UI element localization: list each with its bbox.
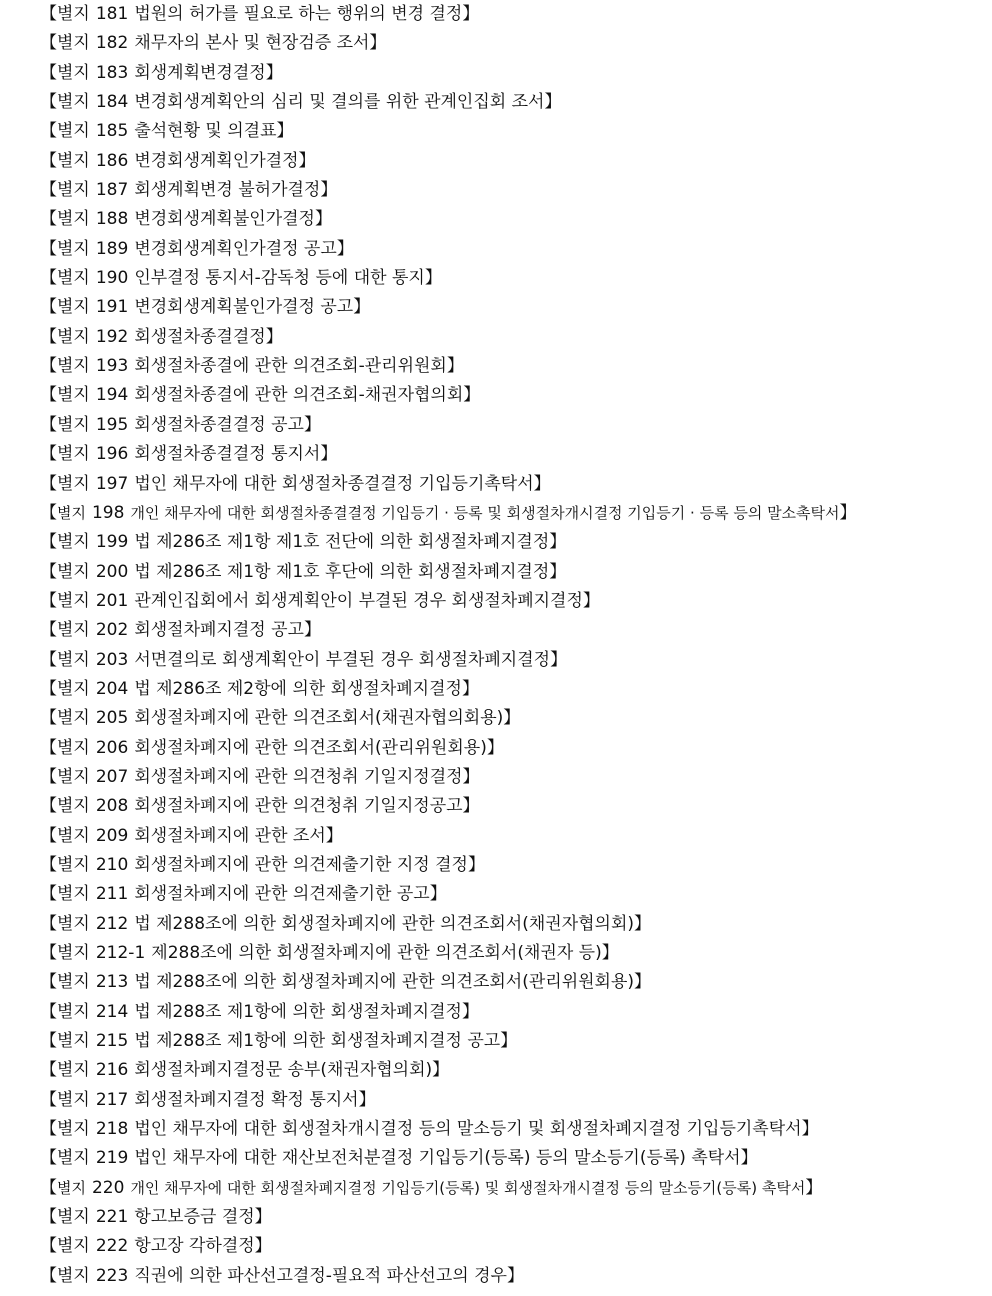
form-label: 별지 bbox=[57, 561, 90, 582]
close-bracket: 】 bbox=[254, 1236, 272, 1257]
form-title: 법 제288조에 의한 회생절차폐지에 관한 의견조회서(관리위원회용) bbox=[134, 972, 635, 993]
open-bracket: 【 bbox=[40, 1207, 57, 1228]
form-number: 197 bbox=[95, 473, 129, 494]
form-list-item bbox=[40, 1086, 985, 1115]
close-bracket: 】 bbox=[369, 33, 387, 54]
form-label: 별지 bbox=[57, 884, 90, 905]
form-title: 변경회생계획인가결정 bbox=[134, 150, 299, 171]
form-list-item bbox=[40, 176, 985, 205]
form-number: 182 bbox=[95, 33, 129, 54]
close-bracket: 】 bbox=[276, 121, 294, 142]
form-title: 변경회생계획안의 심리 및 결의를 위한 관계인집회 조서 bbox=[134, 92, 545, 113]
open-bracket: 【 bbox=[40, 884, 57, 905]
close-bracket: 】 bbox=[463, 385, 481, 406]
form-number: 215 bbox=[95, 1031, 129, 1052]
form-number: 190 bbox=[95, 268, 129, 289]
open-bracket: 【 bbox=[40, 33, 57, 54]
form-title: 회생절차종결에 관한 의견조회-채권자협의회 bbox=[134, 385, 464, 406]
close-bracket: 】 bbox=[461, 1001, 479, 1022]
form-list-item bbox=[40, 147, 985, 176]
form-list-item bbox=[40, 0, 985, 29]
form-list-item bbox=[40, 323, 985, 352]
form-number: 198 bbox=[91, 502, 125, 523]
open-bracket: 【 bbox=[40, 796, 57, 817]
close-bracket: 】 bbox=[839, 502, 857, 523]
open-bracket: 【 bbox=[40, 708, 57, 729]
form-list-item bbox=[40, 1174, 985, 1203]
form-label: 별지 bbox=[57, 649, 90, 670]
form-list-item bbox=[40, 1027, 985, 1056]
form-number: 210 bbox=[95, 854, 129, 875]
open-bracket: 【 bbox=[40, 1119, 57, 1140]
open-bracket: 【 bbox=[40, 297, 57, 318]
open-bracket: 【 bbox=[40, 62, 57, 83]
form-list-item bbox=[40, 499, 985, 528]
form-title: 법 제288조 제1항에 의한 회생절차폐지결정 bbox=[134, 1001, 462, 1022]
close-bracket: 】 bbox=[446, 356, 464, 377]
form-number: 193 bbox=[95, 356, 129, 377]
form-list-item bbox=[40, 88, 985, 117]
form-label: 별지 bbox=[57, 1207, 90, 1228]
form-number: 202 bbox=[95, 620, 129, 641]
form-label: 별지 bbox=[57, 678, 90, 699]
form-title: 출석현황 및 의결표 bbox=[134, 121, 277, 142]
form-number: 221 bbox=[95, 1207, 129, 1228]
form-title: 회생절차폐지에 관한 의견조회서(관리위원회용) bbox=[134, 737, 487, 758]
form-title: 회생절차종결결정 통지서 bbox=[134, 444, 321, 465]
form-list-item bbox=[40, 293, 985, 322]
open-bracket: 【 bbox=[40, 649, 57, 670]
close-bracket: 】 bbox=[467, 854, 485, 875]
open-bracket: 【 bbox=[40, 1265, 57, 1286]
close-bracket: 】 bbox=[533, 473, 551, 494]
form-label: 별지 bbox=[57, 1265, 90, 1286]
form-title: 채무자의 본사 및 현장검증 조서 bbox=[134, 33, 370, 54]
form-label: 별지 bbox=[57, 1089, 90, 1110]
form-number: 220 bbox=[91, 1177, 125, 1198]
form-label: 별지 bbox=[57, 1060, 90, 1081]
form-number: 218 bbox=[95, 1119, 129, 1140]
form-label: 별지 bbox=[57, 913, 90, 934]
open-bracket: 【 bbox=[40, 121, 57, 142]
form-label: 별지 bbox=[57, 238, 90, 259]
form-number: 192 bbox=[95, 326, 129, 347]
form-title: 회생절차폐지에 관한 의견청취 기일지정공고 bbox=[134, 796, 463, 817]
form-label: 별지 bbox=[57, 150, 90, 171]
close-bracket: 】 bbox=[506, 1265, 524, 1286]
form-number: 216 bbox=[95, 1060, 129, 1081]
form-title: 항고보증금 결정 bbox=[134, 1207, 255, 1228]
form-label: 별지 bbox=[57, 209, 90, 230]
form-number: 186 bbox=[95, 150, 129, 171]
close-bracket: 】 bbox=[265, 326, 283, 347]
open-bracket: 【 bbox=[40, 825, 57, 846]
form-number: 196 bbox=[95, 444, 129, 465]
form-label: 별지 bbox=[57, 1119, 90, 1140]
form-number: 219 bbox=[95, 1148, 129, 1169]
appendix-form-list bbox=[40, 0, 985, 1291]
form-list-item bbox=[40, 704, 985, 733]
form-list-item bbox=[40, 29, 985, 58]
form-list-item bbox=[40, 1144, 985, 1173]
form-title: 회생절차폐지에 관한 의견제출기한 지정 결정 bbox=[134, 854, 468, 875]
form-list-item bbox=[40, 880, 985, 909]
form-label: 별지 bbox=[57, 708, 90, 729]
form-label: 별지 bbox=[57, 1178, 86, 1197]
close-bracket: 】 bbox=[303, 620, 321, 641]
form-title: 관계인집회에서 회생계획안이 부결된 경우 회생절차폐지결정 bbox=[134, 590, 583, 611]
close-bracket: 】 bbox=[298, 150, 316, 171]
open-bracket: 【 bbox=[40, 1236, 57, 1257]
form-title: 변경회생계획불인가결정 bbox=[134, 209, 315, 230]
close-bracket: 】 bbox=[320, 180, 338, 201]
form-number: 181 bbox=[95, 4, 129, 24]
form-title: 변경회생계획불인가결정 공고 bbox=[134, 297, 354, 318]
form-title: 직권에 의한 파산선고결정-필요적 파산선고의 경우 bbox=[134, 1265, 507, 1286]
form-list-item bbox=[40, 117, 985, 146]
form-list-item bbox=[40, 1232, 985, 1261]
form-list-item bbox=[40, 587, 985, 616]
open-bracket: 【 bbox=[40, 854, 57, 875]
close-bracket: 】 bbox=[601, 943, 619, 963]
open-bracket: 【 bbox=[40, 268, 57, 289]
form-number: 203 bbox=[95, 649, 129, 670]
form-label: 별지 bbox=[57, 473, 90, 494]
form-title: 법인 채무자에 대한 회생절차종결결정 기입등기촉탁서 bbox=[134, 473, 534, 494]
open-bracket: 【 bbox=[40, 590, 57, 611]
form-label: 별지 bbox=[57, 796, 90, 817]
form-list-item bbox=[40, 968, 985, 997]
open-bracket: 【 bbox=[40, 209, 57, 230]
open-bracket: 【 bbox=[40, 1001, 57, 1022]
close-bracket: 】 bbox=[503, 708, 521, 729]
open-bracket: 【 bbox=[40, 414, 57, 435]
form-number: 194 bbox=[95, 385, 129, 406]
form-number: 212-1 bbox=[95, 943, 146, 963]
form-list-item bbox=[40, 470, 985, 499]
form-label: 별지 bbox=[57, 326, 90, 347]
form-label: 별지 bbox=[57, 620, 90, 641]
form-title: 변경회생계획인가결정 공고 bbox=[134, 238, 337, 259]
open-bracket: 【 bbox=[40, 356, 57, 377]
form-label: 별지 bbox=[57, 180, 90, 201]
form-title: 서면결의로 회생계획안이 부결된 경우 회생절차폐지결정 bbox=[134, 649, 551, 670]
open-bracket: 【 bbox=[40, 1177, 57, 1198]
form-label: 별지 bbox=[57, 590, 90, 611]
form-label: 별지 bbox=[57, 1236, 90, 1257]
form-number: 189 bbox=[95, 238, 129, 259]
form-list-item bbox=[40, 235, 985, 264]
form-number: 214 bbox=[95, 1001, 129, 1022]
open-bracket: 【 bbox=[40, 180, 57, 201]
close-bracket: 】 bbox=[549, 532, 567, 553]
form-list-item bbox=[40, 910, 985, 939]
form-list-item bbox=[40, 1056, 985, 1085]
open-bracket: 【 bbox=[40, 502, 57, 523]
close-bracket: 】 bbox=[544, 92, 562, 113]
form-list-item bbox=[40, 352, 985, 381]
form-number: 207 bbox=[95, 766, 129, 787]
open-bracket: 【 bbox=[40, 385, 57, 406]
form-title: 제288조에 의한 회생절차폐지에 관한 의견조회서(채권자 등) bbox=[151, 943, 602, 963]
form-list-item bbox=[40, 1115, 985, 1144]
form-number: 206 bbox=[95, 737, 129, 758]
close-bracket: 】 bbox=[336, 238, 354, 259]
form-title: 회생절차폐지에 관한 의견제출기한 공고 bbox=[134, 884, 430, 905]
form-label: 별지 bbox=[57, 503, 86, 522]
form-number: 187 bbox=[95, 180, 129, 201]
form-list-item bbox=[40, 264, 985, 293]
form-list-item bbox=[40, 734, 985, 763]
open-bracket: 【 bbox=[40, 766, 57, 787]
form-number: 191 bbox=[95, 297, 129, 318]
form-label: 별지 bbox=[57, 972, 90, 993]
form-list-item bbox=[40, 205, 985, 234]
close-bracket: 】 bbox=[550, 649, 568, 670]
close-bracket: 】 bbox=[265, 62, 283, 83]
close-bracket: 】 bbox=[432, 1060, 450, 1081]
close-bracket: 】 bbox=[358, 1089, 376, 1110]
form-title: 법인 채무자에 대한 회생절차개시결정 등의 말소등기 및 회생절차폐지결정 기입등기촉탁서 bbox=[134, 1119, 802, 1140]
form-title: 인부결정 통지서-감독청 등에 대한 통지 bbox=[134, 268, 425, 289]
form-label: 별지 bbox=[57, 532, 90, 553]
form-label: 별지 bbox=[57, 1148, 90, 1169]
open-bracket: 【 bbox=[40, 473, 57, 494]
close-bracket: 】 bbox=[314, 209, 332, 230]
form-title: 회생절차종결결정 공고 bbox=[134, 414, 304, 435]
form-label: 별지 bbox=[57, 62, 90, 83]
form-title: 회생계획변경 불허가결정 bbox=[134, 180, 321, 201]
form-list-item bbox=[40, 646, 985, 675]
open-bracket: 【 bbox=[40, 913, 57, 934]
open-bracket: 【 bbox=[40, 1031, 57, 1052]
open-bracket: 【 bbox=[40, 150, 57, 171]
form-list-item bbox=[40, 528, 985, 557]
form-list-item bbox=[40, 1203, 985, 1232]
form-number: 223 bbox=[95, 1265, 129, 1286]
open-bracket: 【 bbox=[40, 238, 57, 259]
close-bracket: 】 bbox=[462, 766, 480, 787]
form-title: 회생절차종결에 관한 의견조회-관리위원회 bbox=[134, 356, 447, 377]
form-label: 별지 bbox=[57, 1031, 90, 1052]
form-label: 별지 bbox=[57, 385, 90, 406]
form-list-item bbox=[40, 59, 985, 88]
close-bracket: 】 bbox=[634, 913, 652, 934]
form-label: 별지 bbox=[57, 356, 90, 377]
form-number: 222 bbox=[95, 1236, 129, 1257]
form-number: 201 bbox=[95, 590, 129, 611]
form-title: 회생절차폐지에 관한 조서 bbox=[134, 825, 326, 846]
form-label: 별지 bbox=[57, 4, 90, 24]
close-bracket: 】 bbox=[325, 825, 343, 846]
form-list-item bbox=[40, 939, 985, 968]
form-number: 183 bbox=[95, 62, 129, 83]
close-bracket: 】 bbox=[462, 4, 480, 24]
form-list-item bbox=[40, 851, 985, 880]
form-label: 별지 bbox=[57, 92, 90, 113]
close-bracket: 】 bbox=[254, 1207, 272, 1228]
form-label: 별지 bbox=[57, 297, 90, 318]
form-number: 217 bbox=[95, 1089, 129, 1110]
form-label: 별지 bbox=[57, 737, 90, 758]
form-label: 별지 bbox=[57, 766, 90, 787]
form-label: 별지 bbox=[57, 1001, 90, 1022]
close-bracket: 】 bbox=[582, 590, 600, 611]
close-bracket: 】 bbox=[634, 972, 652, 993]
open-bracket: 【 bbox=[40, 1060, 57, 1081]
close-bracket: 】 bbox=[500, 1031, 518, 1052]
form-number: 211 bbox=[95, 884, 129, 905]
form-number: 200 bbox=[95, 561, 129, 582]
form-title: 회생절차폐지결정 확정 통지서 bbox=[134, 1089, 359, 1110]
open-bracket: 【 bbox=[40, 532, 57, 553]
open-bracket: 【 bbox=[40, 4, 57, 24]
form-label: 별지 bbox=[57, 268, 90, 289]
form-list-item bbox=[40, 440, 985, 469]
form-title: 법 제288조 제1항에 의한 회생절차폐지결정 공고 bbox=[134, 1031, 501, 1052]
form-list-item bbox=[40, 822, 985, 851]
open-bracket: 【 bbox=[40, 561, 57, 582]
form-list-item bbox=[40, 763, 985, 792]
form-number: 208 bbox=[95, 796, 129, 817]
form-title: 개인 채무자에 대한 회생절차종결결정 기입등기 · 등록 및 회생절차개시결정 기입등기 · 등록 등의 말소촉탁서 bbox=[130, 503, 840, 522]
close-bracket: 】 bbox=[740, 1148, 758, 1169]
open-bracket: 【 bbox=[40, 943, 57, 963]
form-number: 204 bbox=[95, 678, 129, 699]
form-title: 항고장 각하결정 bbox=[134, 1236, 255, 1257]
close-bracket: 】 bbox=[353, 297, 371, 318]
form-list-item bbox=[40, 558, 985, 587]
form-title: 회생절차폐지에 관한 의견청취 기일지정결정 bbox=[134, 766, 463, 787]
form-title: 회생절차폐지에 관한 의견조회서(채권자협의회용) bbox=[134, 708, 504, 729]
open-bracket: 【 bbox=[40, 1148, 57, 1169]
form-list-item bbox=[40, 792, 985, 821]
form-label: 별지 bbox=[57, 444, 90, 465]
close-bracket: 】 bbox=[549, 561, 567, 582]
form-title: 법 제286조 제1항 제1호 후단에 의한 회생절차폐지결정 bbox=[134, 561, 550, 582]
form-number: 209 bbox=[95, 825, 129, 846]
form-number: 185 bbox=[95, 121, 129, 142]
form-label: 별지 bbox=[57, 825, 90, 846]
form-list-item bbox=[40, 616, 985, 645]
form-number: 195 bbox=[95, 414, 129, 435]
close-bracket: 】 bbox=[429, 884, 447, 905]
open-bracket: 【 bbox=[40, 678, 57, 699]
open-bracket: 【 bbox=[40, 972, 57, 993]
form-number: 184 bbox=[95, 92, 129, 113]
form-number: 212 bbox=[95, 913, 129, 934]
form-title: 회생계획변경결정 bbox=[134, 62, 266, 83]
form-title: 회생절차폐지결정 공고 bbox=[134, 620, 304, 641]
close-bracket: 】 bbox=[805, 1177, 823, 1198]
close-bracket: 】 bbox=[462, 796, 480, 817]
form-title: 법 제286조 제1항 제1호 전단에 의한 회생절차폐지결정 bbox=[134, 532, 550, 553]
form-title: 법 제288조에 의한 회생절차폐지에 관한 의견조회서(채권자협의회) bbox=[134, 913, 635, 934]
close-bracket: 】 bbox=[486, 737, 504, 758]
form-label: 별지 bbox=[57, 854, 90, 875]
form-label: 별지 bbox=[57, 414, 90, 435]
form-number: 188 bbox=[95, 209, 129, 230]
form-title: 회생절차종결결정 bbox=[134, 326, 266, 347]
open-bracket: 【 bbox=[40, 444, 57, 465]
form-title: 개인 채무자에 대한 회생절차폐지결정 기입등기(등록) 및 회생절차개시결정 등의 말소등기(등록) 촉탁서 bbox=[130, 1178, 806, 1197]
form-list-item bbox=[40, 998, 985, 1027]
form-title: 법인 채무자에 대한 재산보전처분결정 기입등기(등록) 등의 말소등기(등록) 촉탁서 bbox=[134, 1148, 741, 1169]
open-bracket: 【 bbox=[40, 1089, 57, 1110]
form-label: 별지 bbox=[57, 943, 90, 963]
form-list-item bbox=[40, 1262, 985, 1291]
form-list-item bbox=[40, 411, 985, 440]
close-bracket: 】 bbox=[461, 678, 479, 699]
form-number: 199 bbox=[95, 532, 129, 553]
close-bracket: 】 bbox=[801, 1119, 819, 1140]
form-list-item bbox=[40, 381, 985, 410]
form-number: 213 bbox=[95, 972, 129, 993]
close-bracket: 】 bbox=[303, 414, 321, 435]
form-title: 회생절차폐지결정문 송부(채권자협의회) bbox=[134, 1060, 433, 1081]
open-bracket: 【 bbox=[40, 326, 57, 347]
close-bracket: 】 bbox=[320, 444, 338, 465]
close-bracket: 】 bbox=[424, 268, 442, 289]
open-bracket: 【 bbox=[40, 620, 57, 641]
open-bracket: 【 bbox=[40, 92, 57, 113]
form-label: 별지 bbox=[57, 121, 90, 142]
open-bracket: 【 bbox=[40, 737, 57, 758]
form-number: 205 bbox=[95, 708, 129, 729]
form-list-item bbox=[40, 675, 985, 704]
form-title: 법 제286조 제2항에 의한 회생절차폐지결정 bbox=[134, 678, 462, 699]
form-label: 별지 bbox=[57, 33, 90, 54]
form-title: 법원의 허가를 필요로 하는 행위의 변경 결정 bbox=[134, 4, 463, 24]
